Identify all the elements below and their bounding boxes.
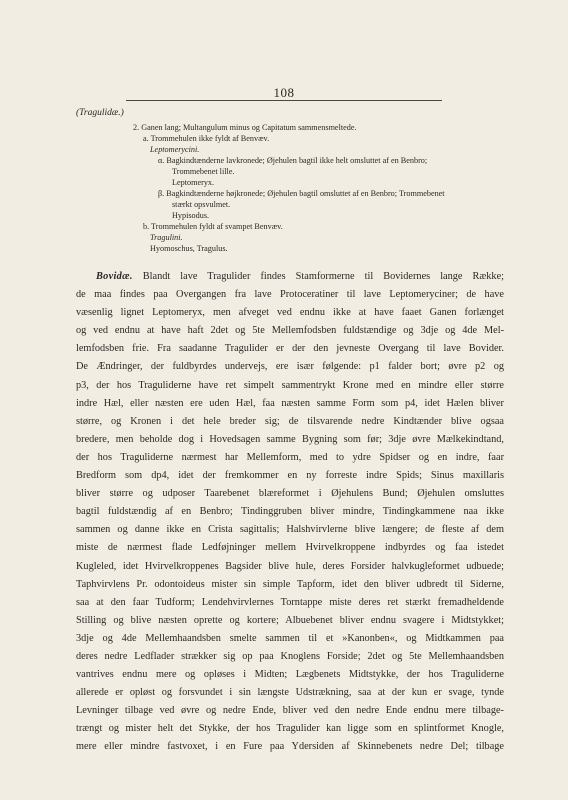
body-line: Stilling og blive næsten oprette og kortere; Albuebenet bliver endnu svagere i Midtstykket; [76, 614, 504, 626]
body-line: og ved endnu at have haft 2det og 5te Mellemfodsben fuldstændige og 3dje og 4de Mel- [76, 325, 504, 337]
header-rule [126, 100, 442, 101]
body-line: miste de nærmest flade Ledføjninger mellem Hvirvelkroppene indbyrdes og faa istedet [76, 542, 504, 554]
body-line: De Ændringer, der fuldbyrdes undervejs, ere især følgende: p1 falder bort; øvre p2 og [76, 361, 504, 373]
body-line: 3dje og 4de Mellemhaandsben smelte sammen til et »Kanonben«, og Midtkammen paa [76, 632, 504, 644]
family-label: (Tragulidæ.) [76, 108, 124, 118]
body-line: mere eller mindre fastvoxet, i en Fure paa Ydersiden af Skinnebenets nedre Del; tilbage [76, 741, 504, 753]
key-line: b. Trommehulen fyldt af svampet Benvæv. [143, 222, 283, 231]
body-line: vantrives endnu mere og opløses i Midten; Lægbenets Midtstykke, der hos Traguliderne [76, 669, 504, 681]
key-line: Tragulini. [150, 233, 183, 242]
body-line: deres nedre Ledflader strækker sig op paa Knoglens Forside; 2det og 5te Mellemhaandsben [76, 650, 504, 662]
body-line: væsenlig lignet Leptomeryx, men afveget ved endnu ikke at have faaet Ganen forlænget [76, 307, 504, 319]
body-line: trængt og mister helt det Stykke, der hos Tragulider kan ligge som en splintformet Knogle, [76, 723, 504, 735]
key-line: Leptomerycini. [150, 145, 200, 154]
body-line: lemfodsben frie. Fra saadanne Tragulider er der den jevneste Overgang til lave Bovider. [76, 343, 504, 355]
key-line: a. Trommehulen ikke fyldt af Benvæv. [143, 134, 270, 143]
key-line: Trommebenet lille. [172, 167, 235, 176]
body-line: der hos Traguliderne nærmest har Mellemform, med to ydre Spidser og en indre, faar [76, 451, 504, 463]
key-line: β. Bagkindtænderne højkronede; Øjehulen bagtil omsluttet af en Benbro; Trommebenet [158, 189, 445, 198]
body-line: Kugleled, idet Hvirvelkroppenes Bagsider blive hule, deres Forsider halvkugleformet udbuede; [76, 560, 504, 572]
body-paragraph [76, 268, 504, 757]
body-line: Taphvirvlens Pr. odontoideus mister sin simple Tapform, idet den bliver udbredt til Siderne, [76, 578, 504, 590]
body-line: Bredform som dp4, idet der fremkommer en ny forreste indre Spids; Sinus maxillaris [76, 470, 504, 482]
body-line: saa at den faar Tudform; Lendehvirvlernes Torntappe miste deres ret stærkt fremadheldende [76, 596, 504, 608]
page-number: 108 [273, 85, 295, 100]
body-line: sammen og danne ikke en Crista sagittalis; Halshvirvlerne blive længere; de fleste af dem [76, 524, 504, 536]
key-line: 2. Ganen lang; Multangulum minus og Capitatum sammensmeltede. [133, 123, 357, 132]
body-line: bagtil fuldstændig af en Benbro; Tindinggruben bliver mindre, Tindingkammene naa ikke [76, 506, 504, 518]
lead-term: Bovidæ. [96, 271, 133, 282]
key-line: α. Bagkindtænderne lavkronede; Øjehulen bagtil ikke helt omsluttet af en Benbro; [158, 156, 428, 165]
body-line: Bovidæ. Blandt lave Tragulider findes Stamformerne til Bovidernes lange Række; [96, 271, 505, 282]
body-line: allerede er opløst og forsvundet i sin længste Udstrækning, saa at der kun er svage, tynde [76, 687, 504, 699]
body-line: større, og Kronen i det hele breder sig; de tilsvarende nedre Kindtænder blive ogsaa [76, 415, 504, 427]
body-line: indre Hæl, eller næsten ere uden Hæl, faa næsten samme Form som p4, idet Hælen bliver [76, 397, 504, 409]
body-line: Levninger tilbage ved øvre og nedre Ende, bliver ved den nedre Ende endnu mere tilbage- [76, 705, 504, 717]
body-line: p3, der hos Traguliderne have ret simpelt sammentrykt Krone med en mindre eller større [76, 379, 504, 391]
body-line: bliver større og udposer Taarebenet blæreformet i Øjehulens Bund; Øjehulen omsluttes [76, 488, 504, 500]
key-line: Hyomoschus, Tragulus. [150, 244, 228, 253]
key-line: stærkt opsvulmet. [172, 200, 231, 209]
key-line: Hypisodus. [172, 211, 210, 220]
body-line: bredere, men beholde dog i Hovedsagen samme Bygning som før; 3dje øvre Mælkekindtand, [76, 433, 504, 445]
key-line: Leptomeryx. [172, 178, 215, 187]
body-line: de maa findes paa Overgangen fra lave Protoceratiner til lave Leptomeryciner; de have [76, 289, 504, 301]
